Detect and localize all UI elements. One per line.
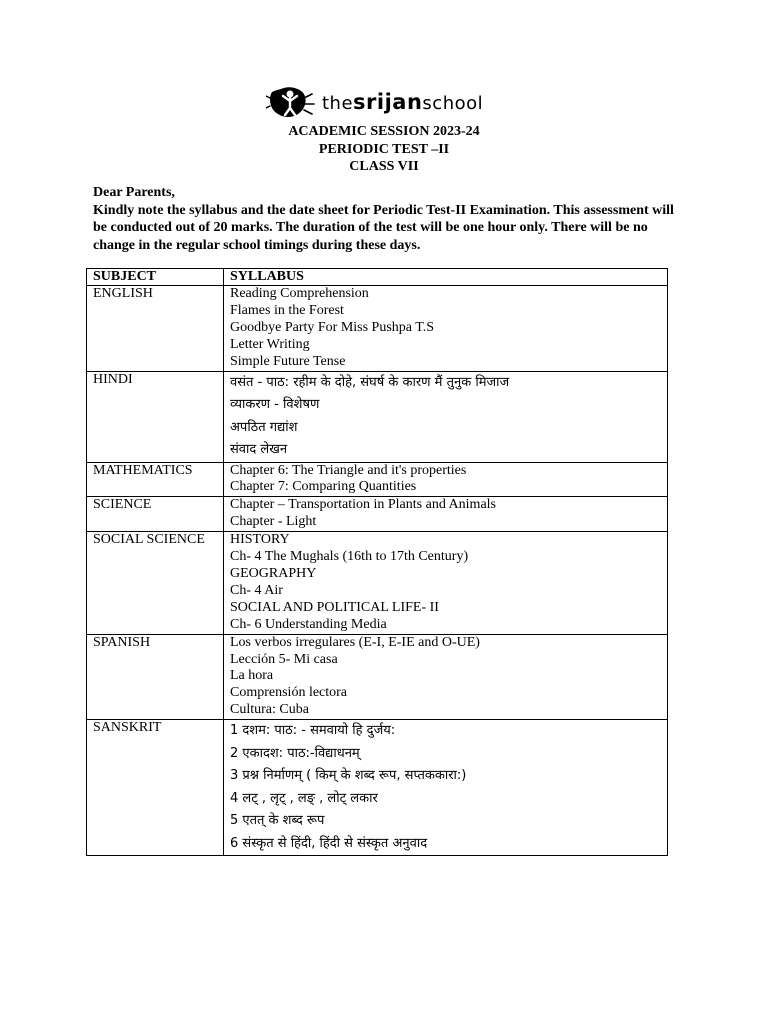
- syllabus-line: Reading Comprehension: [230, 286, 369, 301]
- syllabus-line: Cultura: Cuba: [230, 702, 309, 718]
- syllabus-cell: [224, 532, 668, 634]
- syllabus-line: Los verbos irregulares (E-I, E-IE and O-UE): [230, 634, 480, 650]
- subject-cell: SANSKRIT: [87, 720, 224, 856]
- syllabus-cell: [224, 634, 668, 720]
- syllabus-line: वसंत - पाठ: रहीम के दोहे, संघर्ष के कारण मैं तुनुक मिजाज: [230, 374, 510, 390]
- syllabus-line: Goodbye Party For Miss Pushpa T.S: [230, 319, 435, 335]
- syllabus-line: Chapter – Transportation in Plants and Animals: [230, 497, 496, 513]
- test-title: PERIODIC TEST –II: [318, 141, 450, 157]
- syllabus-line: Flames in the Forest: [230, 302, 344, 318]
- syllabus-line: Letter Writing: [230, 336, 310, 352]
- logo-wordmark: [322, 89, 484, 114]
- syllabus-line: व्याकरण - विशेषण: [230, 397, 320, 413]
- document-heading: [200, 123, 568, 176]
- syllabus-line: La hora: [230, 668, 274, 684]
- syllabus-line: 1 दशम: पाठ: - समवायो हि दुर्जय:: [230, 723, 396, 739]
- table-row: [87, 286, 668, 372]
- syllabus-line: Chapter 6: The Triangle and it's properties: [230, 462, 467, 478]
- syllabus-line: GEOGRAPHY: [230, 565, 317, 581]
- table-row: [87, 634, 668, 720]
- subject-cell: MATHEMATICS: [87, 462, 224, 497]
- subject-cell: SOCIAL SCIENCE: [87, 532, 224, 634]
- table-row: [87, 532, 668, 634]
- table-header-row: [87, 269, 668, 286]
- subject-cell: SPANISH: [87, 634, 224, 720]
- syllabus-line: Lección 5- Mi casa: [230, 651, 338, 667]
- subject-cell: ENGLISH: [87, 286, 224, 372]
- subject-cell: SCIENCE: [87, 497, 224, 532]
- class-title: CLASS VII: [349, 159, 419, 174]
- syllabus-cell: [224, 462, 668, 497]
- table-row: [87, 497, 668, 532]
- syllabus-cell: [224, 720, 668, 856]
- syllabus-line: Ch- 4 Air: [230, 582, 283, 598]
- syllabus-line: Ch- 6 Understanding Media: [230, 616, 387, 632]
- syllabus-line: Chapter - Light: [230, 514, 317, 530]
- table-row: [87, 462, 668, 497]
- syllabus-line: Simple Future Tense: [230, 353, 346, 369]
- school-logo: [266, 84, 483, 120]
- header-syllabus: SYLLABUS: [224, 269, 668, 286]
- session-title: ACADEMIC SESSION 2023-24: [288, 124, 480, 139]
- syllabus-cell: [224, 286, 668, 372]
- syllabus-line: 6 संस्कृत से हिंदी, हिंदी से संस्कृत अनुवाद: [230, 835, 428, 851]
- intro-body: Kindly note the syllabus and the date sheet for Periodic Test-II Examination. This assessment will be conducted out of 20 marks. The duration of the test will be one hour only. There will be no change in the regular school timings during these days.: [93, 202, 674, 253]
- syllabus-line: 5 एतत् के शब्द रूप: [230, 813, 325, 829]
- syllabus-line: Ch- 4 The Mughals (16th to 17th Century): [230, 549, 469, 565]
- logo-word-the: the: [322, 92, 354, 114]
- logo-word-srijan: srijan: [353, 89, 423, 114]
- header-subject: SUBJECT: [87, 269, 224, 286]
- syllabus-line: SOCIAL AND POLITICAL LIFE- II: [230, 599, 439, 615]
- intro-paragraph: [93, 184, 683, 254]
- salutation: Dear Parents,: [93, 185, 175, 200]
- syllabus-cell: [224, 497, 668, 532]
- syllabus-line: Comprensión lectora: [230, 685, 348, 701]
- syllabus-line: अपठित गद्यांश: [230, 419, 298, 435]
- syllabus-line: HISTORY: [230, 532, 290, 548]
- syllabus-table: [86, 268, 668, 856]
- syllabus-line: 3 प्रश्न निर्माणम् ( किम् के शब्द रूप, सप्तककारा:): [230, 768, 467, 784]
- logo-word-school: school: [422, 92, 484, 114]
- syllabus-line: Chapter 7: Comparing Quantities: [230, 479, 417, 495]
- table-row: [87, 720, 668, 856]
- table-row: [87, 371, 668, 462]
- syllabus-line: 2 एकादश: पाठ:-विद्याधनम्: [230, 745, 360, 761]
- syllabus-line: 4 लट् , लृट् , लङ् , लोट् लकार: [230, 790, 378, 806]
- subject-cell: HINDI: [87, 371, 224, 462]
- syllabus-cell: [224, 371, 668, 462]
- school-emblem-icon: [266, 84, 316, 120]
- syllabus-line: संवाद लेखन: [230, 442, 288, 458]
